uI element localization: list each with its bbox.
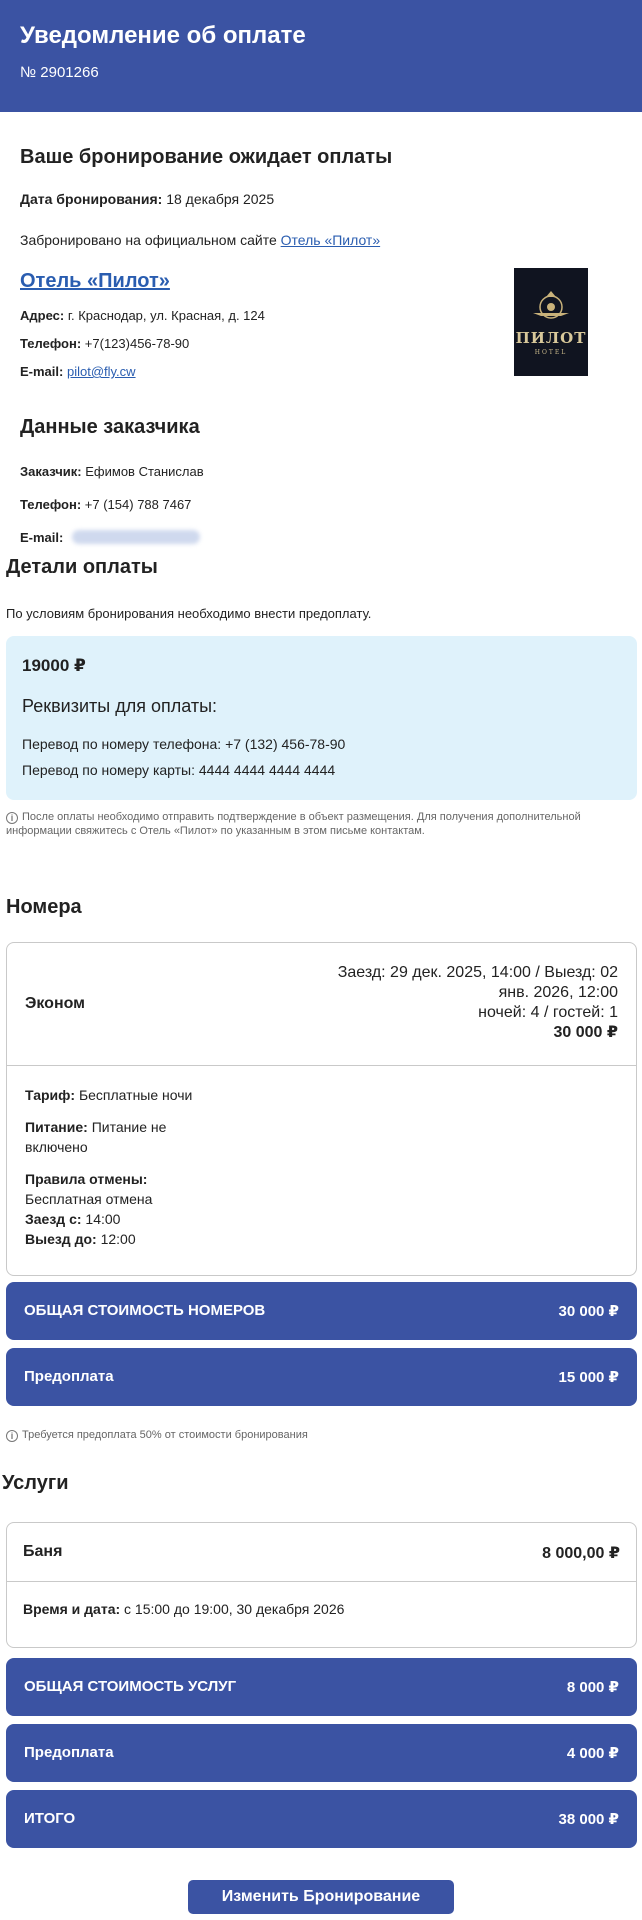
card-transfer: Перевод по номеру карты: 4444 4444 4444 4444 bbox=[22, 762, 336, 778]
logo-text: ПИЛОТ bbox=[515, 328, 587, 347]
rooms-total-value: 30 000 ₽ bbox=[558, 1303, 619, 1320]
payment-requisites-box bbox=[6, 636, 637, 800]
room-nights-guests: ночей: 4 / гостей: 1 bbox=[478, 1004, 618, 1021]
room-checkin-label: Заезд с: bbox=[25, 1211, 82, 1227]
room-card bbox=[6, 942, 637, 1276]
hotel-phone-value: +7(123)456-78-90 bbox=[84, 336, 190, 351]
prepay-note bbox=[6, 1428, 308, 1442]
grand-total-bar bbox=[6, 1790, 637, 1848]
customer-name-label: Заказчик: bbox=[20, 464, 82, 479]
services-heading: Услуги bbox=[2, 1472, 69, 1494]
payment-amount: 19000 ₽ bbox=[22, 656, 86, 675]
service-card bbox=[6, 1522, 637, 1648]
notice-number: № 2901266 bbox=[20, 64, 99, 81]
room-cancel-value: Бесплатная отмена bbox=[25, 1191, 153, 1207]
info-icon: i bbox=[6, 1430, 18, 1442]
service-time bbox=[23, 1601, 344, 1617]
service-time-value: с 15:00 до 19:00, 30 декабря 2026 bbox=[124, 1601, 345, 1617]
rooms-total-label: ОБЩАЯ СТОИМОСТЬ НОМЕРОВ bbox=[24, 1302, 266, 1319]
hotel-email-link[interactable]: pilot@fly.cw bbox=[66, 364, 136, 379]
service-price: 8 000,00 ₽ bbox=[542, 1545, 620, 1562]
grand-total-label: ИТОГО bbox=[24, 1810, 76, 1827]
payment-intro: По условиям бронирования необходимо внести предоплату. bbox=[6, 606, 372, 621]
pilot-emblem-icon bbox=[531, 289, 571, 329]
room-checkin-value: 14:00 bbox=[85, 1211, 121, 1227]
room-rules bbox=[25, 1169, 152, 1249]
room-tariff bbox=[25, 1085, 192, 1105]
services-total-value: 8 000 ₽ bbox=[566, 1679, 619, 1696]
room-divider bbox=[7, 1065, 636, 1066]
requisites-title: Реквизиты для оплаты: bbox=[22, 696, 218, 716]
hotel-phone-label: Телефон: bbox=[20, 336, 82, 351]
rooms-heading: Номера bbox=[6, 896, 82, 918]
service-name: Баня bbox=[23, 1543, 63, 1560]
hotel-email bbox=[20, 364, 136, 379]
hotel-logo bbox=[514, 268, 588, 376]
customer-name bbox=[20, 464, 204, 479]
change-booking-button[interactable]: Изменить Бронирование bbox=[188, 1880, 454, 1914]
info-icon: i bbox=[6, 812, 18, 824]
payment-note bbox=[6, 810, 626, 839]
header-banner bbox=[0, 0, 642, 112]
room-meal bbox=[25, 1117, 205, 1157]
customer-phone-label: Телефон: bbox=[20, 497, 82, 512]
booking-date bbox=[20, 191, 274, 207]
booking-site-text: Забронировано на официальном сайте bbox=[20, 232, 277, 248]
hotel-phone bbox=[20, 336, 189, 351]
room-name: Эконом bbox=[25, 995, 86, 1012]
room-checkout-label: Выезд до: bbox=[25, 1231, 97, 1247]
service-divider bbox=[7, 1581, 636, 1582]
room-checkout bbox=[25, 1229, 152, 1249]
booking-heading: Ваше бронирование ожидает оплаты bbox=[20, 146, 393, 168]
services-prepay-value: 4 000 ₽ bbox=[566, 1745, 619, 1762]
room-meal-value-2: включено bbox=[25, 1139, 88, 1155]
logo-subtext: HOTEL bbox=[534, 348, 568, 356]
payment-note-text: После оплаты необходимо отправить подтверждение в объект размещения. Для получения дополнительной информации свяжитесь с Отель «Пилот» по указанным в этом письме контактам. bbox=[6, 811, 581, 838]
room-checkout-value: 12:00 bbox=[100, 1231, 136, 1247]
payment-heading: Детали оплаты bbox=[6, 556, 158, 578]
room-dates-line2: янв. 2026, 12:00 bbox=[498, 984, 618, 1001]
hotel-site-link[interactable]: Отель «Пилот» bbox=[280, 232, 381, 248]
services-total-bar bbox=[6, 1658, 637, 1716]
rooms-prepay-value: 15 000 ₽ bbox=[558, 1369, 619, 1386]
room-price: 30 000 ₽ bbox=[553, 1024, 618, 1041]
room-meal-value-1: Питание не bbox=[91, 1119, 167, 1135]
services-total-label: ОБЩАЯ СТОИМОСТЬ УСЛУГ bbox=[24, 1678, 237, 1695]
customer-heading: Данные заказчика bbox=[20, 416, 200, 438]
services-prepay-label: Предоплата bbox=[24, 1744, 114, 1761]
customer-email bbox=[20, 530, 63, 545]
hotel-address-label: Адрес: bbox=[20, 308, 65, 323]
customer-phone-value: +7 (154) 788 7467 bbox=[84, 497, 192, 512]
rooms-total-bar bbox=[6, 1282, 637, 1340]
customer-email-label: E-mail: bbox=[20, 530, 64, 545]
room-meal-label: Питание: bbox=[25, 1119, 88, 1135]
service-time-label: Время и дата: bbox=[23, 1601, 121, 1617]
hotel-address-value: г. Краснодар, ул. Красная, д. 124 bbox=[67, 308, 265, 323]
page-title: Уведомление об оплате bbox=[20, 22, 306, 49]
room-dates bbox=[258, 963, 618, 1043]
phone-transfer: Перевод по номеру телефона: +7 (132) 456-78-90 bbox=[22, 736, 346, 752]
rooms-prepay-bar bbox=[6, 1348, 637, 1406]
room-tariff-label: Тариф: bbox=[25, 1087, 76, 1103]
prepay-note-text: Требуется предоплата 50% от стоимости бронирования bbox=[22, 1429, 308, 1441]
services-prepay-bar bbox=[6, 1724, 637, 1782]
room-cancel-label: Правила отмены: bbox=[25, 1171, 148, 1187]
customer-email-redacted bbox=[72, 530, 200, 544]
grand-total-value: 38 000 ₽ bbox=[558, 1811, 619, 1828]
room-checkin bbox=[25, 1209, 152, 1229]
hotel-email-label: E-mail: bbox=[20, 364, 64, 379]
hotel-name-link[interactable]: Отель «Пилот» bbox=[20, 270, 170, 292]
room-dates-line1: Заезд: 29 дек. 2025, 14:00 / Выезд: 02 bbox=[337, 964, 618, 981]
customer-name-value: Ефимов Станислав bbox=[85, 464, 204, 479]
hotel-address bbox=[20, 308, 265, 323]
room-tariff-value: Бесплатные ночи bbox=[78, 1087, 193, 1103]
booking-date-value: 18 декабря 2025 bbox=[166, 191, 275, 207]
customer-phone bbox=[20, 497, 191, 512]
rooms-prepay-label: Предоплата bbox=[24, 1368, 114, 1385]
booking-date-label: Дата бронирования: bbox=[20, 191, 163, 207]
booking-site bbox=[20, 232, 380, 248]
